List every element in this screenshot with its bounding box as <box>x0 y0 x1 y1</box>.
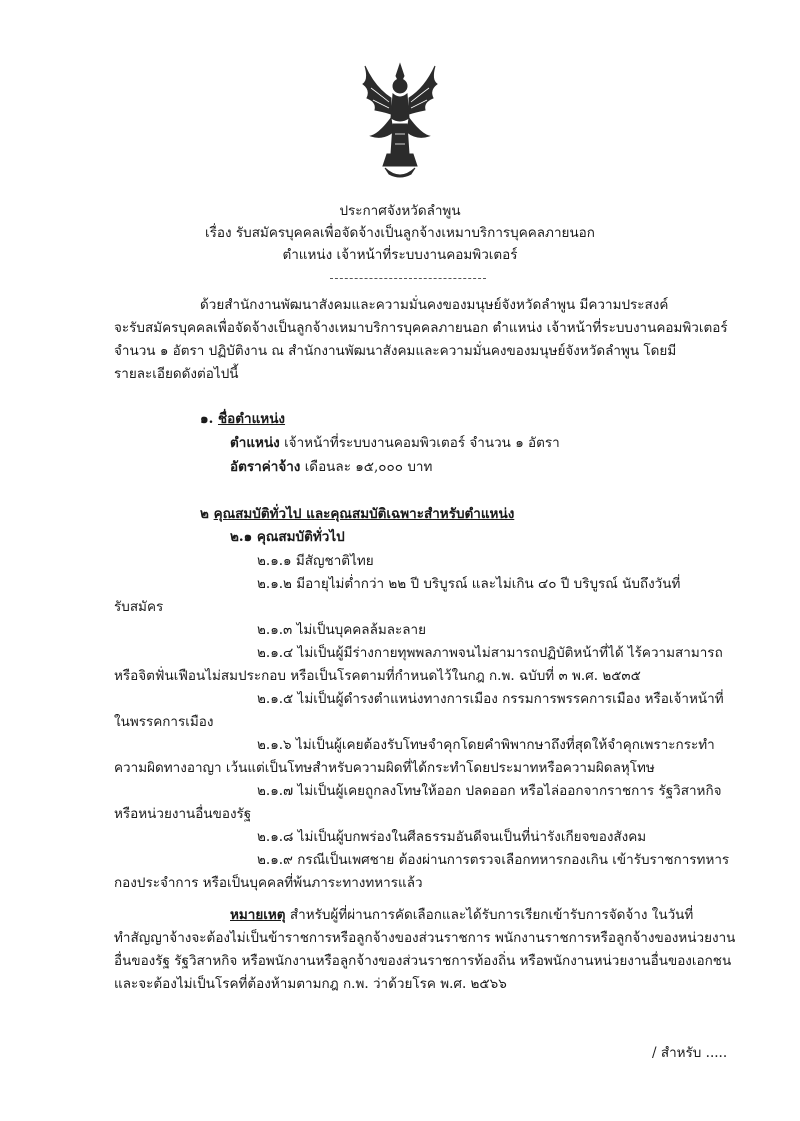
garuda-emblem-icon <box>355 58 445 183</box>
qualification-item: ๒.๑.๖ ไม่เป็นผู้เคยต้องรับโทษจำคุกโดยคำพิพากษาถึงที่สุดให้จำคุกเพราะกระทำ <box>257 737 715 753</box>
continuation-note: / สำหรับ ..... <box>652 1045 728 1061</box>
announcement-subject: เรื่อง รับสมัครบุคคลเพื่อจัดจ้างเป็นลูกจ้างเหมาบริการบุคคลภายนอก <box>205 225 595 241</box>
section1-position <box>230 434 560 452</box>
qualification-item: รับสมัคร <box>114 599 164 615</box>
qualification-item: ๒.๑.๕ ไม่เป็นผู้ดำรงตำแหน่งทางการเมือง กรรมการพรรคการเมือง หรือเจ้าหน้าที่ <box>257 691 724 707</box>
section1-salary <box>230 458 432 476</box>
section1-number: ๑. <box>200 411 214 427</box>
remark-text: สำหรับผู้ที่ผ่านการคัดเลือกและได้รับการเรียกเข้ารับการจัดจ้าง ในวันที่ <box>285 907 694 923</box>
separator-line <box>330 278 486 279</box>
qualification-item: ๒.๑.๓ ไม่เป็นบุคคลล้มละลาย <box>257 622 427 638</box>
remark-line: ทำสัญญาจ้างจะต้องไม่เป็นข้าราชการหรือลูกจ้างของส่วนราชการ พนักงานราชการหรือลูกจ้างของหน่วยงาน <box>114 930 736 946</box>
announcement-position: ตำแหน่ง เจ้าหน้าที่ระบบงานคอมพิวเตอร์ <box>282 247 518 263</box>
section1-heading <box>200 410 285 428</box>
remark-line: และจะต้องไม่เป็นโรคที่ต้องห้ามตามกฎ ก.พ. ว่าด้วยโรค พ.ศ. ๒๕๖๖ <box>114 976 507 992</box>
qualification-item: ๒.๑.๘ ไม่เป็นผู้บกพร่องในศีลธรรมอันดีจนเป็นที่น่ารังเกียจของสังคม <box>257 829 647 845</box>
section2-subheading: ๒.๑ คุณสมบัติทั่วไป <box>230 529 345 545</box>
qualification-item: ๒.๑.๗ ไม่เป็นผู้เคยถูกลงโทษให้ออก ปลดออก หรือไล่ออกจากราชการ รัฐวิสาหกิจ <box>257 783 722 799</box>
intro-line: ด้วยสำนักงานพัฒนาสังคมและความมั่นคงของมนุษย์จังหวัดลำพูน มีความประสงค์ <box>200 297 669 313</box>
qualification-item: ๒.๑.๔ ไม่เป็นผู้มีร่างกายทุพพลภาพจนไม่สามารถปฏิบัติหน้าที่ได้ ไร้ความสามารถ <box>257 645 723 661</box>
remark-line <box>230 906 693 924</box>
remark-line: อื่นของรัฐ รัฐวิสาหกิจ หรือพนักงานหรือลูกจ้างของส่วนราชการท้องถิ่น หรือพนักงานหน่วยงานอื่นของเอกชน <box>114 953 732 969</box>
section1-title: ชื่อตำแหน่ง <box>217 411 286 427</box>
qualification-item: หรือหน่วยงานอื่นของรัฐ <box>114 806 252 822</box>
position-label: ตำแหน่ง <box>230 435 280 451</box>
qualification-item: ความผิดทางอาญา เว้นแต่เป็นโทษสำหรับความผิดที่ได้กระทำโดยประมาทหรือความผิดลหุโทษ <box>114 760 655 776</box>
qualification-item: ในพรรคการเมือง <box>114 714 214 730</box>
salary-value: เดือนละ ๑๕,๐๐๐ บาท <box>300 459 433 475</box>
qualification-item: กองประจำการ หรือเป็นบุคคลที่พ้นภาระทางทหารแล้ว <box>114 875 423 891</box>
qualification-item: ๒.๑.๑ มีสัญชาติไทย <box>257 553 374 569</box>
section2-number: ๒ <box>200 506 209 522</box>
remark-label: หมายเหตุ <box>230 907 286 923</box>
salary-label: อัตราค่าจ้าง <box>230 459 301 475</box>
qualification-item: ๒.๑.๙ กรณีเป็นเพศชาย ต้องผ่านการตรวจเลือกทหารกองเกิน เข้ารับราชการทหาร <box>257 852 730 868</box>
intro-line: รายละเอียดดังต่อไปนี้ <box>114 366 239 382</box>
position-value: เจ้าหน้าที่ระบบงานคอมพิวเตอร์ จำนวน ๑ อัตรา <box>279 435 560 451</box>
announcement-title: ประกาศจังหวัดลำพูน <box>339 203 461 219</box>
qualification-item: ๒.๑.๒ มีอายุไม่ต่ำกว่า ๒๒ ปี บริบูรณ์ และไม่เกิน ๔๐ ปี บริบูรณ์ นับถึงวันที่ <box>257 576 681 592</box>
section2-title: คุณสมบัติทั่วไป และคุณสมบัติเฉพาะสำหรับตำแหน่ง <box>213 506 515 522</box>
intro-line: จะรับสมัครบุคคลเพื่อจัดจ้างเป็นลูกจ้างเหมาบริการบุคคลภายนอก ตำแหน่ง เจ้าหน้าที่ระบบงานคอมพิวเตอร์ <box>114 320 728 336</box>
intro-line: จำนวน ๑ อัตรา ปฏิบัติงาน ณ สำนักงานพัฒนาสังคมและความมั่นคงของมนุษย์จังหวัดลำพูน โดยมี <box>114 343 677 359</box>
section2-heading <box>200 505 514 523</box>
qualification-item: หรือจิตฟั่นเฟือนไม่สมประกอบ หรือเป็นโรคตามที่กำหนดไว้ในกฎ ก.พ. ฉบับที่ ๓ พ.ศ. ๒๕๓๕ <box>114 668 641 684</box>
